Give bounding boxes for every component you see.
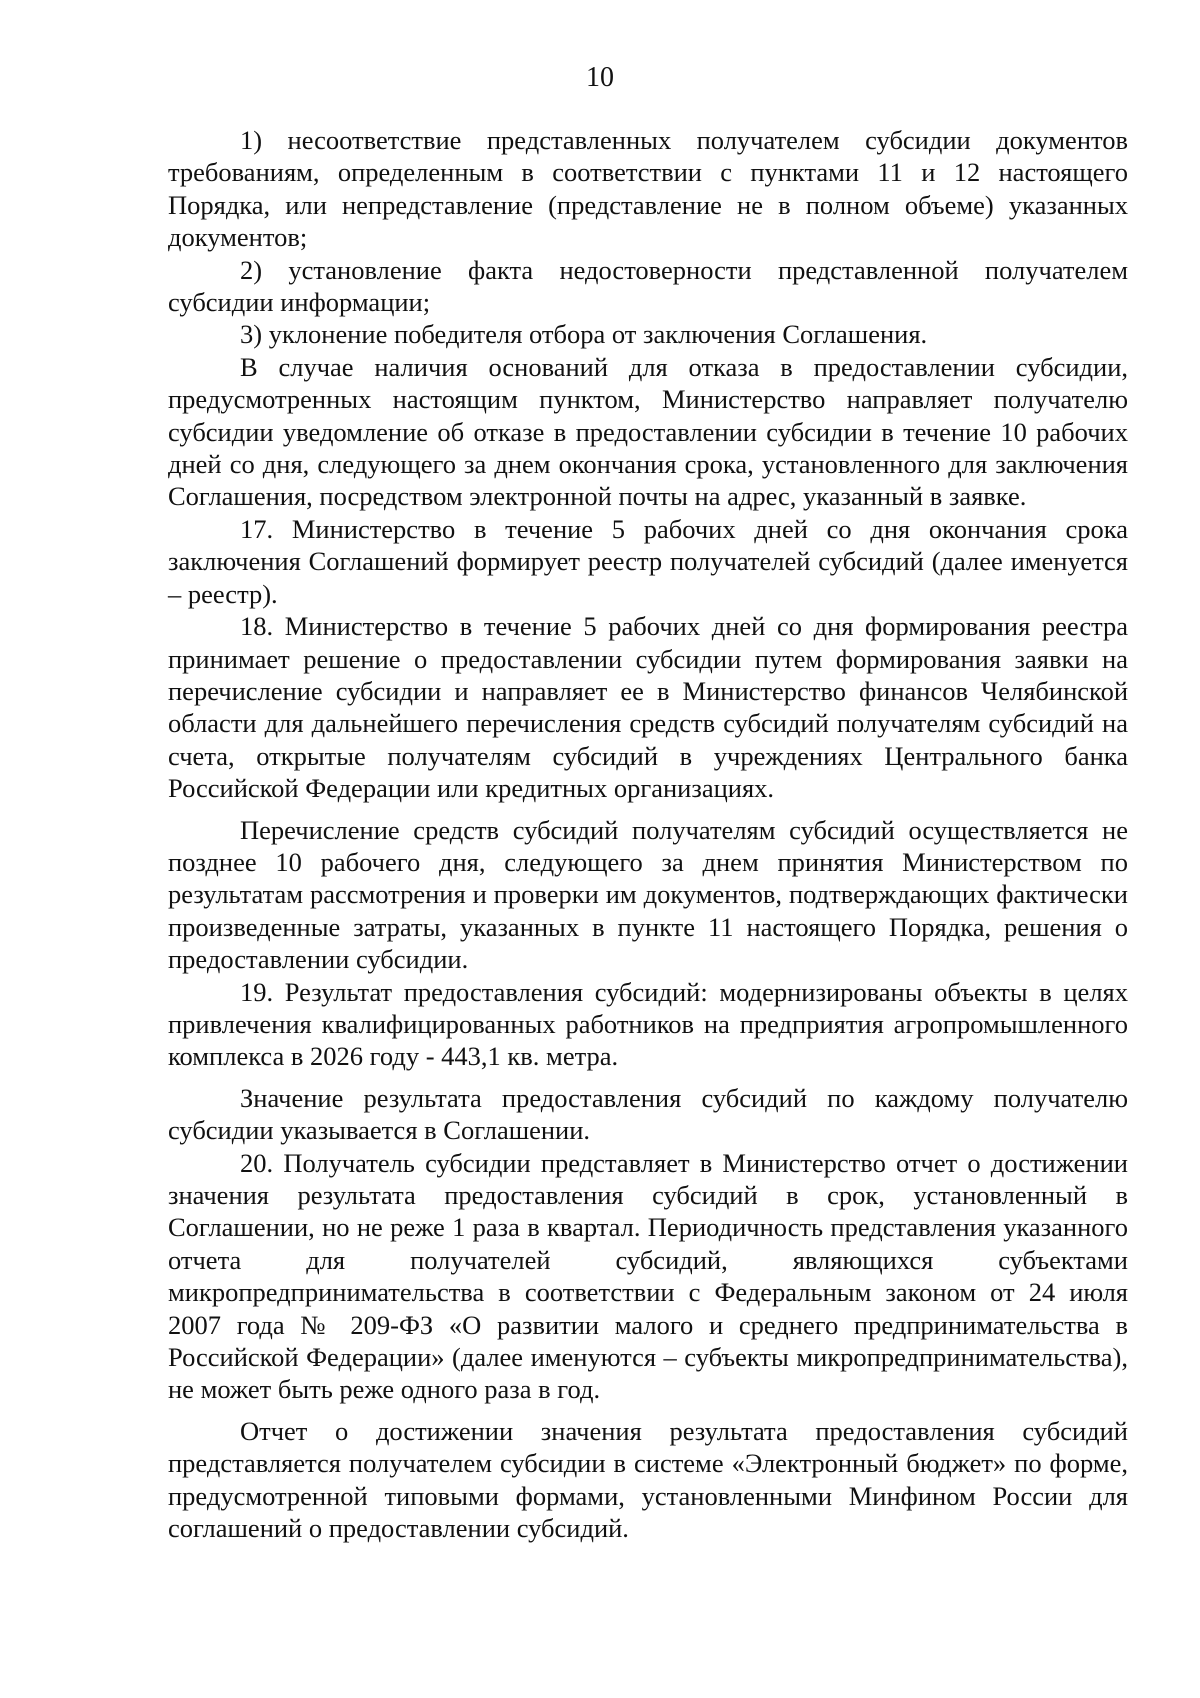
page-number: 10 <box>586 62 614 93</box>
document-body <box>168 124 1128 1544</box>
paragraph-result-value: Значение результата предоставления субсидий по каждому получателю субсидии указывается в Соглашении. <box>168 1082 1128 1146</box>
paragraph-clause-20: 20. Получатель субсидии представляет в Министерство отчет о достижении значения результата предоставления субсидий в срок, установленный в Соглашении, но не реже 1 раза в квартал. Периодичность представления указанного отчета для получателей субсидий, являющихся субъектами микропредпринимательства в соответствии с Федеральным законом от 24 июля 2007 года № 209-ФЗ «О развитии малого и среднего предпринимательства в Российской Федерации» (далее именуются – субъекты микропредпринимательства), не может быть реже одного раза в год. <box>168 1147 1128 1405</box>
paragraph-report-submission: Отчет о достижении значения результата предоставления субсидий представляется получателем субсидии в системе «Электронный бюджет» по форме, предусмотренной типовыми формами, установленными Минфином России для соглашений о предоставлении субсидий. <box>168 1415 1128 1544</box>
paragraph-transfer-terms: Перечисление средств субсидий получателям субсидий осуществляется не позднее 10 рабочего дня, следующего за днем принятия Министерством по результатам рассмотрения и проверки им документов, подтверждающих фактически произведенные затраты, указанных в пункте 11 настоящего Порядка, решения о предоставлении субсидии. <box>168 814 1128 975</box>
paragraph-item-2: 2) установление факта недостоверности представленной получателем субсидии информации; <box>168 254 1128 318</box>
paragraph-clause-17: 17. Министерство в течение 5 рабочих дней со дня окончания срока заключения Соглашений формирует реестр получателей субсидий (далее именуется – реестр). <box>168 513 1128 609</box>
paragraph-clause-19: 19. Результат предоставления субсидий: модернизированы объекты в целях привлечения квалифицированных работников на предприятия агропромышленного комплекса в 2026 году - 443,1 кв. метра. <box>168 976 1128 1072</box>
paragraph-item-1: 1) несоответствие представленных получателем субсидии документов требованиям, определенным в соответствии с пунктами 11 и 12 настоящего Порядка, или непредставление (представление не в полном объеме) указанных документов; <box>168 125 1128 253</box>
paragraph-clause-18: 18. Министерство в течение 5 рабочих дней со дня формирования реестра принимает решение о предоставлении субсидии путем формирования заявки на перечисление субсидии и направляет ее в Министерство финансов Челябинской области для дальнейшего перечисления средств субсидий получателям субсидий на счета, открытые получателям субсидий в учреждениях Центрального банка Российской Федерации или кредитных организациях. <box>168 611 1128 804</box>
paragraph-refusal-notice: В случае наличия оснований для отказа в предоставлении субсидии, предусмотренных настоящим пунктом, Министерство направляет получателю субсидии уведомление об отказе в предоставлении субсидии в течение 10 рабочих дней со дня, следующего за днем окончания срока, установленного для заключения Соглашения, посредством электронной почты на адрес, указанный в заявке. <box>168 351 1128 512</box>
paragraph-item-3: 3) уклонение победителя отбора от заключения Соглашения. <box>240 319 928 350</box>
